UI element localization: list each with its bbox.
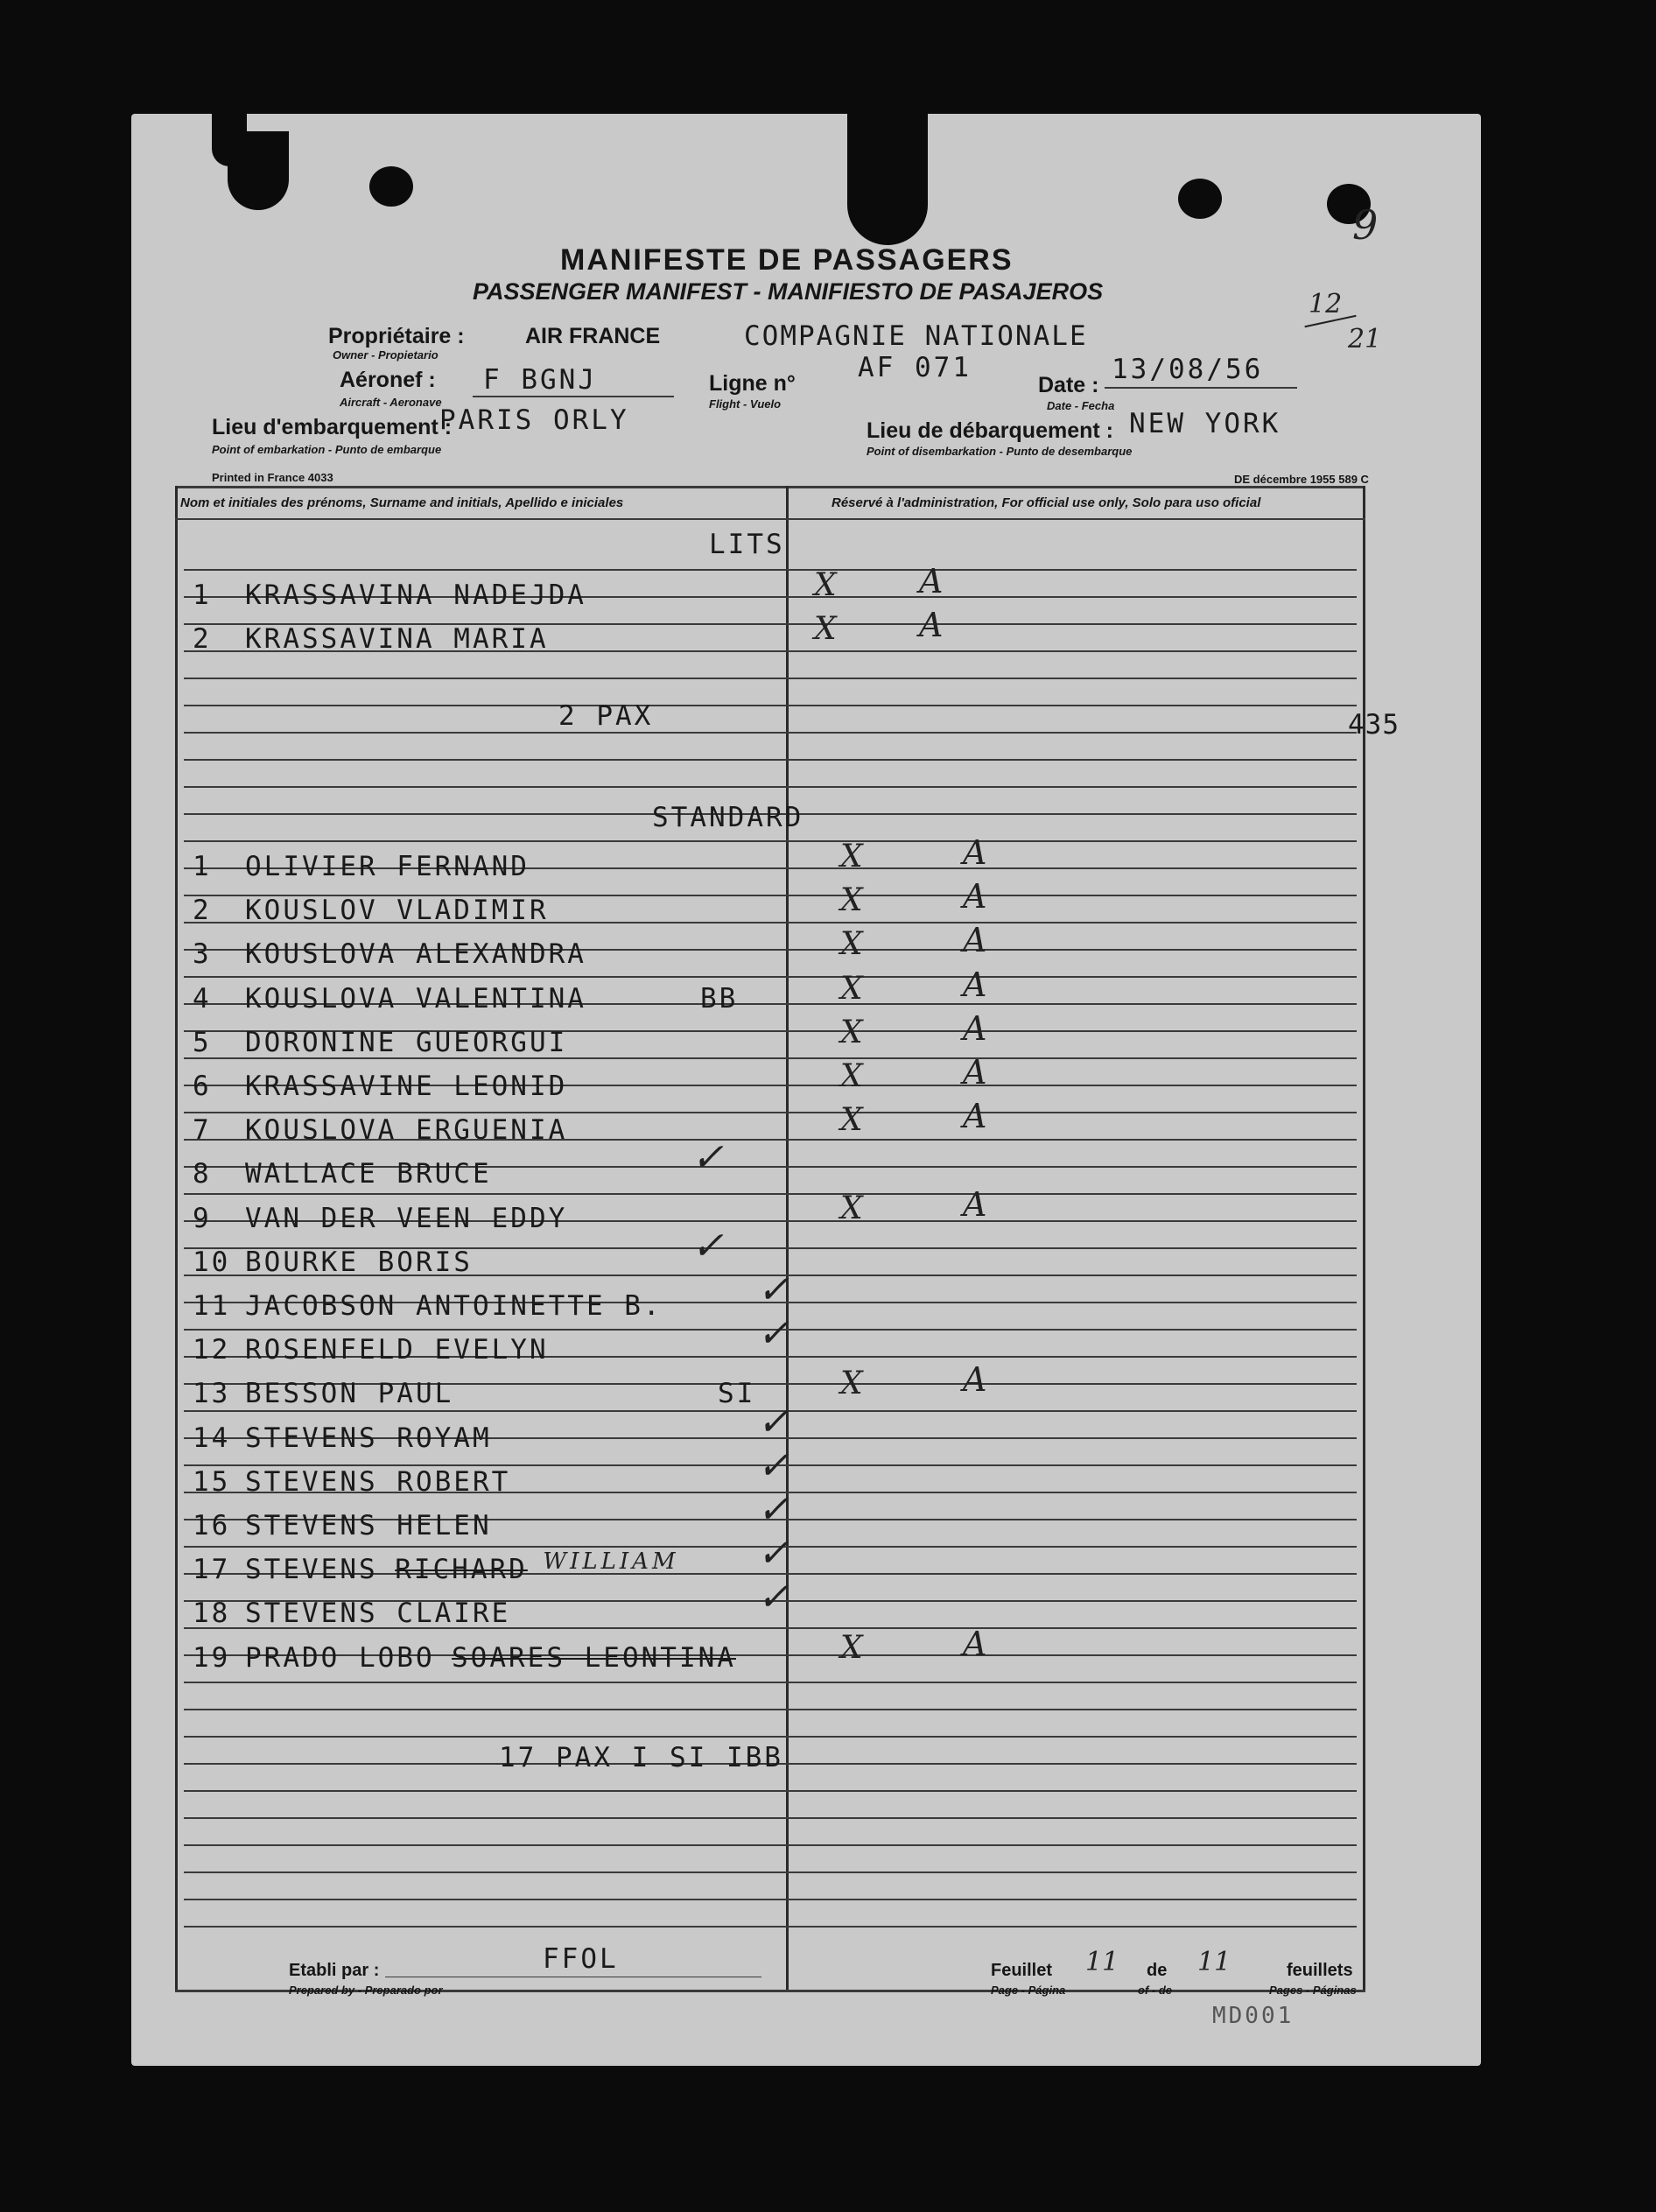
punch-hole bbox=[1178, 179, 1222, 219]
struck-name: SOARES LEONTINA bbox=[452, 1641, 736, 1674]
check-mark: ✓ bbox=[757, 1268, 789, 1312]
passenger-name: KRASSAVINE LEONID bbox=[245, 1071, 568, 1102]
passenger-name: STEVENS HELEN bbox=[245, 1510, 492, 1541]
official-a-mark: A bbox=[963, 833, 987, 872]
section-standard: STANDARD bbox=[652, 802, 804, 833]
official-x-mark: X bbox=[840, 1190, 863, 1226]
check-mark: ✓ bbox=[757, 1487, 789, 1532]
ruled-line bbox=[184, 976, 1357, 978]
date-underline bbox=[1105, 387, 1297, 389]
official-x-mark: X bbox=[840, 1014, 863, 1050]
date-label: Date : bbox=[1038, 373, 1099, 397]
check-mark: ✓ bbox=[691, 1135, 724, 1181]
ruled-line bbox=[184, 705, 1357, 706]
sheet-sublabel: Page - Página bbox=[991, 1984, 1066, 1997]
ruled-line bbox=[184, 840, 1357, 842]
passenger-number: 10 bbox=[193, 1246, 231, 1278]
official-x-mark: X bbox=[840, 1366, 863, 1402]
passenger-name: WALLACE BRUCE bbox=[245, 1158, 492, 1190]
passenger-number: 12 bbox=[193, 1334, 231, 1366]
ruled-line bbox=[184, 1112, 1357, 1113]
ruled-line bbox=[184, 1899, 1357, 1900]
passenger-number: 1 bbox=[193, 851, 212, 882]
passenger-number: 9 bbox=[193, 1202, 212, 1234]
aircraft-value: F BGNJ bbox=[483, 364, 597, 396]
passenger-number: 6 bbox=[193, 1071, 212, 1102]
owner-sublabel: Owner - Propietario bbox=[333, 348, 439, 362]
official-a-mark: A bbox=[919, 606, 944, 644]
passenger-number: 14 bbox=[193, 1422, 231, 1454]
passenger-name: JACOBSON ANTOINETTE B. bbox=[245, 1290, 663, 1322]
date-value: 13/08/56 bbox=[1112, 354, 1264, 385]
ruled-line bbox=[184, 759, 1357, 761]
official-x-mark: X bbox=[840, 1058, 863, 1094]
column-divider bbox=[786, 486, 789, 1991]
official-a-mark: A bbox=[963, 877, 987, 916]
passenger-name: STEVENS ROBERT bbox=[245, 1465, 511, 1498]
of-value: 11 bbox=[1197, 1947, 1231, 1977]
flight-sublabel: Flight - Vuelo bbox=[709, 397, 782, 411]
passenger-number: 15 bbox=[193, 1465, 231, 1498]
ruled-line bbox=[184, 1871, 1357, 1873]
ruled-line bbox=[184, 1817, 1357, 1819]
passenger-name: STEVENS CLAIRE bbox=[245, 1598, 511, 1630]
passenger-name: KOUSLOVA VALENTINA bbox=[245, 982, 586, 1015]
ruled-line bbox=[184, 786, 1357, 788]
ruled-line bbox=[184, 1736, 1357, 1738]
disembark-label: Lieu de débarquement : bbox=[867, 418, 1113, 443]
passenger-name: KRASSAVINA NADEJDA bbox=[245, 579, 586, 611]
passenger-number: 17 bbox=[193, 1554, 231, 1586]
ruled-line bbox=[184, 732, 1357, 734]
passenger-number: 13 bbox=[193, 1378, 231, 1410]
flight-label: Ligne n° bbox=[709, 371, 796, 396]
official-a-mark: A bbox=[963, 1184, 987, 1224]
prepared-sublabel: Prepared by - Preparado por bbox=[289, 1984, 443, 1997]
official-a-mark: A bbox=[963, 1008, 987, 1048]
passenger-name: KOUSLOVA ALEXANDRA bbox=[245, 938, 586, 971]
passenger-name: KOUSLOV VLADIMIR bbox=[245, 895, 549, 927]
official-a-mark: A bbox=[963, 921, 987, 960]
form-reference: DE décembre 1955 589 C bbox=[1234, 473, 1369, 486]
sheet-label: Feuillet bbox=[991, 1961, 1053, 1980]
owner-typed: COMPAGNIE NATIONALE bbox=[744, 320, 1088, 352]
passenger-number: 1 bbox=[193, 579, 212, 611]
of-sublabel: of - de bbox=[1138, 1984, 1172, 1997]
column-header-official: Réservé à l'administration, For official use only, Solo para uso oficial bbox=[832, 495, 1261, 510]
passenger-name: VAN DER VEEN EDDY bbox=[245, 1202, 568, 1234]
ruled-line bbox=[184, 1790, 1357, 1792]
passenger-name: KOUSLOVA ERGUENIA bbox=[245, 1114, 568, 1147]
passenger-name: ROSENFELD EVELYN bbox=[245, 1334, 549, 1366]
manifest-title: MANIFESTE DE PASSAGERS bbox=[560, 243, 1014, 277]
official-x-mark: X bbox=[840, 970, 863, 1007]
sheets-label: feuillets bbox=[1287, 1961, 1353, 1980]
ruled-line bbox=[184, 1926, 1357, 1928]
official-x-mark: X bbox=[840, 1629, 863, 1666]
embark-label: Lieu d'embarquement : bbox=[212, 415, 453, 439]
official-x-mark: X bbox=[814, 611, 837, 647]
check-mark: ✓ bbox=[757, 1443, 789, 1488]
official-x-mark: X bbox=[840, 926, 863, 963]
passenger-note: BB bbox=[700, 982, 739, 1015]
manifest-subtitle: PASSENGER MANIFEST - MANIFIESTO DE PASAJEROS bbox=[473, 278, 1104, 305]
table-top-border bbox=[175, 486, 1365, 488]
struck-name: RICHARD bbox=[395, 1554, 528, 1586]
document-stamp: MD001 bbox=[1212, 2003, 1295, 2029]
check-mark: ✓ bbox=[691, 1223, 724, 1268]
official-a-mark: A bbox=[919, 562, 944, 600]
aircraft-sublabel: Aircraft - Aeronave bbox=[340, 396, 442, 409]
passenger-number: 16 bbox=[193, 1510, 231, 1541]
lits-number: 435 bbox=[1348, 709, 1400, 741]
corner-fraction-top: 12 bbox=[1309, 289, 1343, 320]
prepared-value: FFOL bbox=[543, 1943, 619, 1975]
embark-value: PARIS ORLY bbox=[439, 404, 629, 436]
passenger-name: DORONINE GUEORGUI bbox=[245, 1026, 568, 1058]
official-x-mark: X bbox=[840, 839, 863, 874]
embark-sublabel: Point of embarkation - Punto de embarque bbox=[212, 443, 442, 456]
disembark-value: NEW YORK bbox=[1129, 408, 1281, 439]
check-mark: ✓ bbox=[757, 1531, 789, 1576]
check-mark: ✓ bbox=[757, 1575, 789, 1620]
aircraft-label: Aéronef : bbox=[340, 368, 436, 392]
sheet-value: 11 bbox=[1085, 1947, 1119, 1977]
passenger-name: STEVENS ROYAM bbox=[245, 1422, 492, 1454]
official-a-mark: A bbox=[963, 965, 987, 1004]
sheets-sublabel: Pages - Páginas bbox=[1269, 1984, 1357, 1997]
manifest-sheet bbox=[131, 114, 1481, 2066]
passenger-number: 11 bbox=[193, 1290, 231, 1322]
passenger-name: KRASSAVINA MARIA bbox=[245, 623, 549, 655]
corner-mark-top: 9 bbox=[1352, 201, 1379, 249]
date-sublabel: Date - Fecha bbox=[1047, 399, 1115, 412]
owner-label: Propriétaire : bbox=[328, 324, 465, 348]
ruled-line bbox=[184, 569, 1357, 571]
ruled-line bbox=[184, 1844, 1357, 1846]
official-x-mark: X bbox=[814, 567, 837, 603]
passenger-number: 18 bbox=[193, 1598, 231, 1630]
passenger-number: 8 bbox=[193, 1158, 212, 1190]
printed-note: Printed in France 4033 bbox=[212, 471, 333, 484]
prepared-label: Etabli par : bbox=[289, 1961, 380, 1980]
handwritten-name: WILLIAM bbox=[543, 1548, 679, 1576]
passenger-name: OLIVIER FERNAND bbox=[245, 851, 530, 882]
official-x-mark: X bbox=[840, 882, 863, 919]
of-label: de bbox=[1147, 1961, 1168, 1980]
passenger-note: SI bbox=[718, 1378, 756, 1410]
passenger-name: BOURKE BORIS bbox=[245, 1246, 473, 1278]
ruled-line bbox=[184, 1709, 1357, 1710]
check-mark: ✓ bbox=[757, 1399, 789, 1444]
passenger-name: BESSON PAUL bbox=[245, 1378, 454, 1410]
table-left-border bbox=[175, 486, 178, 1991]
corner-fraction-bottom: 21 bbox=[1348, 324, 1382, 355]
official-a-mark: A bbox=[963, 1624, 987, 1663]
torn-edge-left bbox=[228, 131, 289, 210]
official-x-mark: X bbox=[840, 1102, 863, 1139]
official-a-mark: A bbox=[963, 1097, 987, 1136]
punch-hole bbox=[369, 166, 413, 207]
ruled-line bbox=[184, 1193, 1357, 1195]
passenger-number: 19 bbox=[193, 1641, 231, 1674]
passenger-number: 4 bbox=[193, 982, 212, 1015]
table-header-divider bbox=[175, 518, 1365, 520]
owner-value: AIR FRANCE bbox=[525, 324, 661, 348]
passenger-number: 3 bbox=[193, 938, 212, 971]
aircraft-underline bbox=[473, 396, 674, 397]
check-mark: ✓ bbox=[757, 1311, 789, 1357]
official-a-mark: A bbox=[963, 1360, 987, 1400]
passenger-number: 7 bbox=[193, 1114, 212, 1147]
section-lits: LITS bbox=[709, 529, 785, 560]
ruled-line bbox=[184, 678, 1357, 679]
column-header-names: Nom et initiales des prénoms, Surname and initials, Apellido e iniciales bbox=[180, 495, 624, 510]
lits-total: 2 PAX bbox=[558, 700, 654, 732]
passenger-number: 2 bbox=[193, 895, 212, 927]
passenger-name: STEVENS bbox=[245, 1554, 378, 1586]
flight-value: AF 071 bbox=[858, 352, 972, 383]
disembark-sublabel: Point of disembarkation - Punto de desembarque bbox=[867, 445, 1133, 458]
passenger-name: PRADO LOBO bbox=[245, 1641, 435, 1674]
ruled-line bbox=[184, 1682, 1357, 1683]
standard-total: 17 PAX I SI IBB bbox=[499, 1742, 783, 1773]
passenger-number: 5 bbox=[193, 1026, 212, 1058]
official-a-mark: A bbox=[963, 1053, 987, 1092]
torn-edge-center bbox=[847, 114, 928, 245]
passenger-number: 2 bbox=[193, 623, 212, 655]
